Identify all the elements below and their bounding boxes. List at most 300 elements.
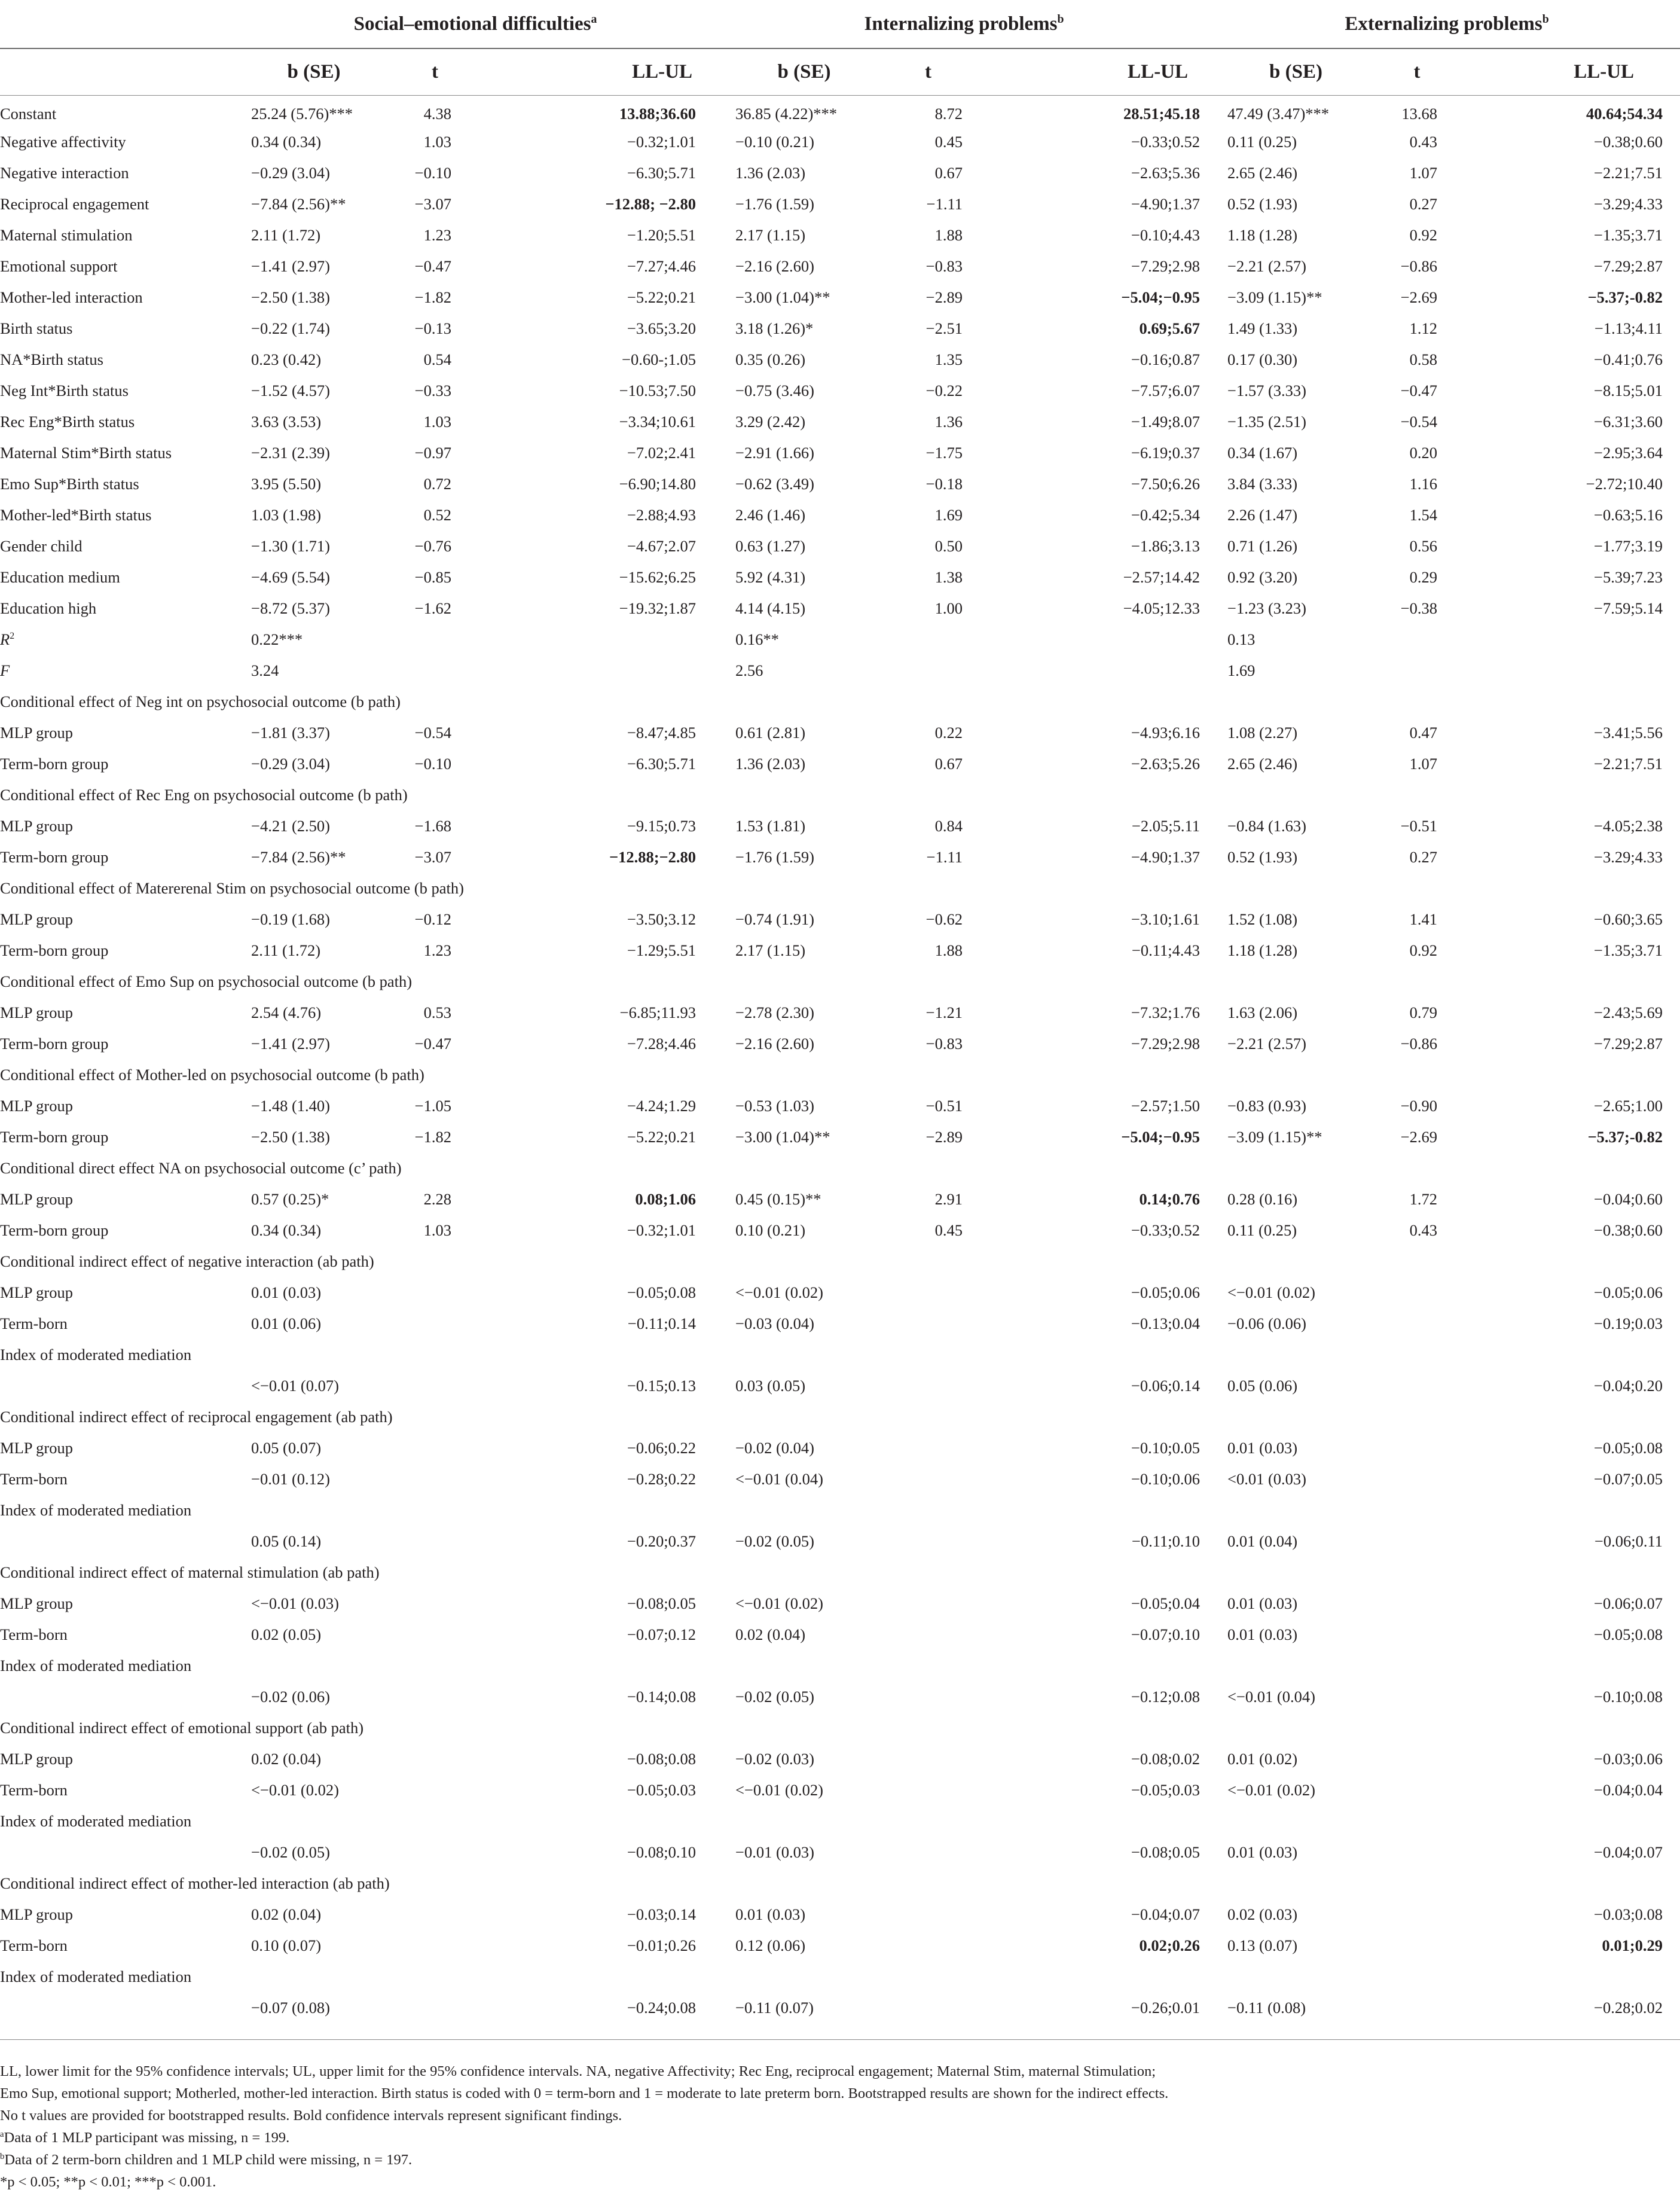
cell-ll-ul: −2.72;10.40 [1586,475,1663,493]
cell-t: −2.89 [925,1128,963,1146]
cell-ll-ul: −4.93;6.16 [1131,724,1201,742]
cell-ll-ul: −15.62;6.25 [619,568,696,586]
cell-b-se: 0.10 (0.21) [735,1221,806,1239]
cell-ll-ul: −0.08;0.05 [627,1594,696,1612]
row-label: Mother-led interaction [0,288,143,306]
cell-ll-ul: −12.88; −2.80 [605,195,696,213]
cell-b-se: <−0.01 (0.02) [735,1594,823,1612]
cell-t: −1.21 [925,1004,963,1021]
cell-ll-ul: −0.10;4.43 [1131,226,1201,244]
cell-t: 0.72 [423,475,451,493]
table-row [0,1091,1680,1122]
cell-t [395,1993,475,2024]
cell-t: 1.03 [423,133,451,151]
cell-ll-ul: −2.05;5.11 [1131,817,1201,835]
cell-t: −0.54 [1400,413,1438,431]
cell-ll-ul: −0.04;0.07 [1594,1843,1663,1861]
cell-b-se: <0.01 (0.03) [1227,1470,1307,1488]
table-row [0,718,1680,749]
col-header-t: t [1381,48,1453,96]
section-row [0,1557,1680,1588]
cell-b-se: 0.34 (0.34) [251,133,322,151]
cell-b-se: 1.49 (1.33) [1227,319,1298,337]
cell-b-se: 2.17 (1.15) [735,941,806,959]
cell-t: −0.10 [414,755,451,773]
cell-b-se: 4.14 (4.15) [735,599,806,617]
cell-b-se: 0.01 (0.03) [1227,1625,1298,1643]
section-row [0,1962,1680,1993]
cell-b-se: −3.09 (1.15)** [1227,1128,1322,1146]
cell-ll-ul: −2.21;7.51 [1594,755,1663,773]
cell-b-se: 1.18 (1.28) [1227,941,1298,959]
cell-t: 1.88 [934,941,963,959]
table-row [0,998,1680,1029]
cell-ll-ul: −0.03;0.14 [627,1905,696,1923]
cell-ll-ul: −2.63;5.36 [1131,164,1201,182]
cell-t: −0.18 [925,475,963,493]
cell-ll-ul: −4.05;12.33 [1123,599,1201,617]
cell-t: 0.58 [1409,350,1438,368]
cell-t [1381,1682,1453,1713]
cell-b-se: −1.76 (1.59) [735,848,814,866]
cell-b-se: −0.11 (0.07) [735,1999,814,2017]
cell-t [1381,1775,1453,1806]
cell-ll-ul: 0.69;5.67 [1139,319,1201,337]
cell-b-se: −2.21 (2.57) [1227,257,1307,275]
section-label: Index of moderated mediation [0,1501,192,1519]
row-label: $R^2$ [0,630,15,648]
row-label: MLP group [0,724,73,742]
cell-t: −0.51 [925,1097,963,1115]
cell-b-se: 2.26 (1.47) [1227,506,1298,524]
cell-b-se: 0.34 (1.67) [1227,444,1298,462]
table-row [0,1526,1680,1557]
table-row [0,1277,1680,1309]
cell-t: −0.54 [414,724,451,742]
row-label: MLP group [0,1750,73,1768]
row-label [0,1993,233,2024]
cell-t [891,1682,966,1713]
cell-b-se: −3.00 (1.04)** [735,1128,830,1146]
cell-ll-ul: −2.57;1.50 [1131,1097,1201,1115]
cell-ll-ul: −7.50;6.26 [1131,475,1201,493]
cell-b-se: 2.54 (4.76) [251,1004,322,1021]
cell-t: 0.27 [1409,195,1438,213]
cell-ll-ul: −0.07;0.10 [1131,1625,1201,1643]
row-label: Emo Sup*Birth status [0,475,139,493]
cell-ll-ul: −2.43;5.69 [1594,1004,1663,1021]
cell-t: 0.22 [934,724,963,742]
cell-b-se: 2.11 (1.72) [251,941,321,959]
cell-t [395,1837,475,1868]
cell-t: −0.38 [1400,599,1438,617]
cell-ll-ul [966,655,1211,687]
cell-b-se: 0.71 (1.26) [1227,537,1298,555]
cell-b-se: −1.30 (1.71) [251,537,330,555]
cell-ll-ul: −0.13;0.04 [1131,1314,1201,1332]
group-header-social-emotional: Social–emotional difficulties$^a$ [353,12,597,35]
column-header-row [0,48,1680,96]
row-label: Emotional support [0,257,118,275]
section-label: Conditional indirect effect of emotional support (ab path) [0,1719,364,1737]
cell-b-se: 36.85 (4.22)*** [735,105,838,123]
cell-t [891,655,966,687]
table-row [0,1184,1680,1215]
cell-b-se: −2.16 (2.60) [735,257,814,275]
cell-t: 1.35 [934,350,963,368]
cell-b-se: 2.65 (2.46) [1227,755,1298,773]
row-label: Neg Int*Birth status [0,382,129,399]
cell-t: −3.07 [414,195,451,213]
cell-t: 1.38 [934,568,963,586]
cell-ll-ul: 13.88;36.60 [619,105,696,123]
section-row [0,1246,1680,1277]
table-row [0,1619,1680,1651]
cell-ll-ul: 0.14;0.76 [1139,1190,1201,1208]
cell-ll-ul: −0.63;5.16 [1594,506,1663,524]
cell-b-se: −0.01 (0.03) [735,1843,814,1861]
cell-ll-ul: −0.07;0.12 [627,1625,696,1643]
cell-t: −0.76 [414,537,451,555]
cell-b-se: 0.13 (0.07) [1227,1936,1298,1954]
cell-b-se: 1.03 (1.98) [251,506,322,524]
row-label: Mother-led*Birth status [0,506,152,524]
table-row [0,1588,1680,1619]
cell-t [891,1775,966,1806]
table-row [0,1930,1680,1962]
cell-t: 0.84 [934,817,963,835]
cell-ll-ul: −0.41;0.76 [1594,350,1663,368]
cell-b-se: −1.41 (2.97) [251,257,330,275]
cell-t: 1.07 [1409,164,1438,182]
row-label: Education high [0,599,97,617]
section-row [0,1153,1680,1184]
cell-ll-ul: 0.02;0.26 [1139,1936,1201,1954]
col-header-t: t [891,48,966,96]
cell-t [891,1526,966,1557]
cell-t [1381,1433,1453,1464]
cell-ll-ul: −5.22;0.21 [627,1128,696,1146]
table-row [0,655,1680,687]
cell-ll-ul: −3.29;4.33 [1594,848,1663,866]
cell-b-se: 0.01 (0.02) [1227,1750,1298,1768]
cell-t [1381,1588,1453,1619]
cell-t: 1.36 [934,413,963,431]
table-row [0,811,1680,842]
cell-t [395,1433,475,1464]
cell-b-se: 2.56 [735,661,763,679]
row-label: Term-born group [0,1128,109,1146]
cell-ll-ul: −0.10;0.06 [1131,1470,1201,1488]
row-label [0,1682,233,1713]
cell-ll-ul: −0.28;0.22 [627,1470,696,1488]
cell-t: 1.88 [934,226,963,244]
cell-ll-ul: −0.24;0.08 [627,1999,696,2017]
table-row [0,127,1680,158]
cell-b-se: −0.29 (3.04) [251,755,330,773]
table-row [0,438,1680,469]
cell-ll-ul: −3.65;3.20 [627,319,696,337]
cell-ll-ul: −0.32;1.01 [627,1221,696,1239]
cell-b-se: −0.06 (0.06) [1227,1314,1307,1332]
cell-b-se: 0.02 (0.03) [1227,1905,1298,1923]
cell-ll-ul: −0.14;0.08 [627,1688,696,1706]
cell-b-se: −1.41 (2.97) [251,1035,330,1053]
cell-t [395,1619,475,1651]
cell-ll-ul: −2.88;4.93 [627,506,696,524]
cell-ll-ul: −0.03;0.08 [1594,1905,1663,1923]
cell-b-se: <−0.01 (0.07) [251,1377,339,1395]
row-label: F [0,661,10,679]
cell-t: 0.27 [1409,848,1438,866]
table-row [0,531,1680,562]
cell-b-se: −0.03 (0.04) [735,1314,814,1332]
table-row [0,842,1680,873]
cell-t: −1.62 [414,599,451,617]
cell-ll-ul: −7.32;1.76 [1131,1004,1201,1021]
cell-ll-ul: −1.13;4.11 [1594,319,1663,337]
cell-ll-ul: −2.95;3.64 [1594,444,1663,462]
row-label: Term-born [0,1625,68,1643]
cell-b-se: −1.52 (4.57) [251,382,330,399]
cell-b-se: 0.10 (0.07) [251,1936,322,1954]
cell-ll-ul: −0.07;0.05 [1594,1470,1663,1488]
row-label [0,1526,233,1557]
cell-t [1381,1837,1453,1868]
cell-ll-ul: −2.65;1.00 [1594,1097,1663,1115]
cell-ll-ul: −19.32;1.87 [619,599,696,617]
cell-t [1381,1464,1453,1495]
section-label: Conditional effect of Emo Sup on psychosocial outcome (b path) [0,972,413,990]
cell-b-se: −0.22 (1.74) [251,319,330,337]
section-row [0,780,1680,811]
cell-t: 0.50 [934,537,963,555]
table-row [0,1122,1680,1153]
cell-ll-ul: −0.33;0.52 [1131,133,1201,151]
row-label: MLP group [0,1283,73,1301]
cell-t [1381,1993,1453,2024]
cell-t: −0.83 [925,1035,963,1053]
cell-ll-ul: −7.29;2.98 [1131,257,1201,275]
cell-t [1381,1619,1453,1651]
section-row [0,1060,1680,1091]
cell-ll-ul: −0.03;0.06 [1594,1750,1663,1768]
row-label: MLP group [0,1439,73,1457]
cell-t [1381,1371,1453,1402]
cell-ll-ul: −0.28;0.02 [1594,1999,1663,2017]
cell-ll-ul: −1.20;5.51 [627,226,696,244]
row-label: MLP group [0,910,73,928]
cell-ll-ul: −5.37;-0.82 [1587,288,1663,306]
cell-b-se: −2.31 (2.39) [251,444,330,462]
cell-b-se: 0.57 (0.25)* [251,1190,329,1208]
cell-t: 1.23 [423,226,451,244]
cell-b-se: <−0.01 (0.04) [735,1470,823,1488]
col-header-b-se: b (SE) [1211,48,1381,96]
cell-b-se: −1.35 (2.51) [1227,413,1307,431]
cell-b-se: 0.11 (0.25) [1227,133,1297,151]
cell-t: 1.72 [1409,1190,1438,1208]
cell-ll-ul: −3.34;10.61 [619,413,696,431]
cell-t: 0.92 [1409,941,1438,959]
col-header-t: t [395,48,475,96]
cell-t [395,1464,475,1495]
cell-ll-ul: −1.77;3.19 [1594,537,1663,555]
cell-t: −2.69 [1400,288,1438,306]
row-label: Reciprocal engagement [0,195,149,213]
cell-b-se: 0.05 (0.06) [1227,1377,1298,1395]
cell-ll-ul: −0.08;0.02 [1131,1750,1201,1768]
table-row [0,500,1680,531]
cell-t [395,1588,475,1619]
cell-t: −0.33 [414,382,451,399]
row-label: MLP group [0,1594,73,1612]
cell-b-se: 0.01 (0.03) [1227,1439,1298,1457]
cell-t [1381,624,1453,655]
table-row [0,469,1680,500]
cell-b-se: −0.02 (0.03) [735,1750,814,1768]
cell-t [1381,1277,1453,1309]
cell-b-se: −0.84 (1.63) [1227,817,1307,835]
cell-b-se: −0.10 (0.21) [735,133,814,151]
cell-t: 2.91 [934,1190,963,1208]
cell-ll-ul: −5.37;-0.82 [1587,1128,1663,1146]
cell-t: −0.97 [414,444,451,462]
table-row [0,904,1680,935]
cell-ll-ul: −7.28;4.46 [627,1035,696,1053]
section-label: Index of moderated mediation [0,1346,192,1364]
cell-b-se: <−0.01 (0.04) [1227,1688,1315,1706]
row-label: Term-born [0,1470,68,1488]
cell-b-se: 0.11 (0.25) [1227,1221,1297,1239]
cell-ll-ul: −0.05;0.06 [1131,1283,1201,1301]
col-header-ll-ul: LL-UL [475,48,717,96]
cell-ll-ul [475,655,717,687]
cell-b-se: 0.01 (0.04) [1227,1532,1298,1550]
cell-ll-ul: 0.01;0.29 [1602,1936,1663,1954]
section-row [0,1402,1680,1433]
cell-b-se: <−0.01 (0.02) [735,1283,823,1301]
row-label: MLP group [0,1905,73,1923]
cell-ll-ul: −7.02;2.41 [627,444,696,462]
section-label: Conditional effect of Neg int on psychosocial outcome (b path) [0,693,401,710]
cell-ll-ul: −6.19;0.37 [1131,444,1201,462]
row-label: Negative interaction [0,164,129,182]
cell-b-se: 3.95 (5.50) [251,475,322,493]
cell-ll-ul: −3.10;1.61 [1131,910,1201,928]
cell-t [395,1682,475,1713]
row-label: Constant [0,105,57,123]
cell-t: 0.45 [934,133,963,151]
cell-ll-ul [966,624,1211,655]
cell-b-se: −2.78 (2.30) [735,1004,814,1021]
cell-b-se: −0.75 (3.46) [735,382,814,399]
table-row [0,251,1680,282]
table-row [0,313,1680,344]
cell-t: −0.47 [414,257,451,275]
cell-b-se: 0.01 (0.03) [251,1283,322,1301]
cell-t: −0.47 [414,1035,451,1053]
cell-ll-ul: −0.33;0.52 [1131,1221,1201,1239]
cell-ll-ul: −0.38;0.60 [1594,1221,1663,1239]
cell-ll-ul: 0.08;1.06 [635,1190,696,1208]
cell-ll-ul: −0.26;0.01 [1131,1999,1201,2017]
cell-b-se: −0.07 (0.08) [251,1999,330,2017]
cell-b-se: 0.23 (0.42) [251,350,322,368]
cell-ll-ul: 28.51;45.18 [1123,105,1201,123]
cell-ll-ul [1453,655,1680,687]
cell-t: −0.90 [1400,1097,1438,1115]
col-header-ll-ul: LL-UL [966,48,1211,96]
cell-b-se: −1.23 (3.23) [1227,599,1307,617]
cell-b-se: <−0.01 (0.02) [251,1781,339,1799]
row-label: Term-born group [0,1035,109,1053]
cell-b-se: −7.84 (2.56)** [251,195,346,213]
cell-ll-ul: −0.10;0.05 [1131,1439,1201,1457]
cell-b-se: 25.24 (5.76)*** [251,105,353,123]
cell-b-se: −0.11 (0.08) [1227,1999,1306,2017]
cell-t: 0.45 [934,1221,963,1239]
cell-ll-ul: −5.04;−0.95 [1121,1128,1201,1146]
cell-ll-ul [1453,624,1680,655]
cell-t: 1.23 [423,941,451,959]
cell-b-se: 0.05 (0.07) [251,1439,322,1457]
section-label: Index of moderated mediation [0,1968,192,1985]
cell-ll-ul: −1.49;8.07 [1131,413,1201,431]
cell-b-se: 5.92 (4.31) [735,568,806,586]
row-label: Negative affectivity [0,133,126,151]
row-label [0,1371,233,1402]
cell-b-se: 0.92 (3.20) [1227,568,1298,586]
cell-ll-ul: −0.10;0.08 [1594,1688,1663,1706]
cell-b-se: −2.16 (2.60) [735,1035,814,1053]
cell-t [891,1588,966,1619]
cell-ll-ul: −0.05;0.08 [1594,1439,1663,1457]
cell-ll-ul: −1.35;3.71 [1594,226,1663,244]
cell-ll-ul: −5.04;−0.95 [1121,288,1201,306]
cell-b-se: −0.02 (0.05) [735,1532,814,1550]
cell-b-se: 0.01 (0.06) [251,1314,322,1332]
cell-b-se: −0.29 (3.04) [251,164,330,182]
section-row [0,873,1680,904]
cell-b-se: 3.29 (2.42) [735,413,806,431]
cell-ll-ul: −4.67;2.07 [627,537,696,555]
cell-b-se: −3.00 (1.04)** [735,288,830,306]
cell-ll-ul: −0.06;0.14 [1131,1377,1201,1395]
cell-t [395,1277,475,1309]
cell-b-se: <−0.01 (0.02) [1227,1283,1315,1301]
cell-b-se: 0.45 (0.15)** [735,1190,821,1208]
cell-ll-ul: −7.29;2.87 [1594,1035,1663,1053]
cell-b-se: 0.35 (0.26) [735,350,806,368]
cell-b-se: <−0.01 (0.02) [1227,1781,1315,1799]
cell-b-se: 0.61 (2.81) [735,724,806,742]
cell-t: 0.67 [934,164,963,182]
cell-b-se: −1.48 (1.40) [251,1097,330,1115]
row-label: Term-born [0,1781,68,1799]
cell-t: 0.29 [1409,568,1438,586]
row-label: Maternal stimulation [0,226,133,244]
table-row [0,282,1680,313]
cell-ll-ul: −0.15;0.13 [627,1377,696,1395]
footnote-abbreviations: LL, lower limit for the 95% confidence intervals; UL, upper limit for the 95% confidence intervals. NA, negative Affectivity; Rec Eng, reciprocal engagement; Maternal Stim, maternal Stimulation; Emo Sup, emotional support; Motherled, mother-led interaction. Birth status is coded with 0 = term-born and 1 = moderate to late preterm born. Bootstrapped results are shown for the indirect effects. No t values are provided for bootstrapped results. Bold confidence intervals represent significant findings. [0,2063,1169,2124]
cell-ll-ul: −0.08;0.10 [627,1843,696,1861]
cell-t: 1.41 [1409,910,1438,928]
cell-ll-ul: −0.05;0.03 [1131,1781,1201,1799]
cell-b-se: 3.63 (3.53) [251,413,322,431]
cell-t [395,624,475,655]
cell-t: −0.22 [925,382,963,399]
